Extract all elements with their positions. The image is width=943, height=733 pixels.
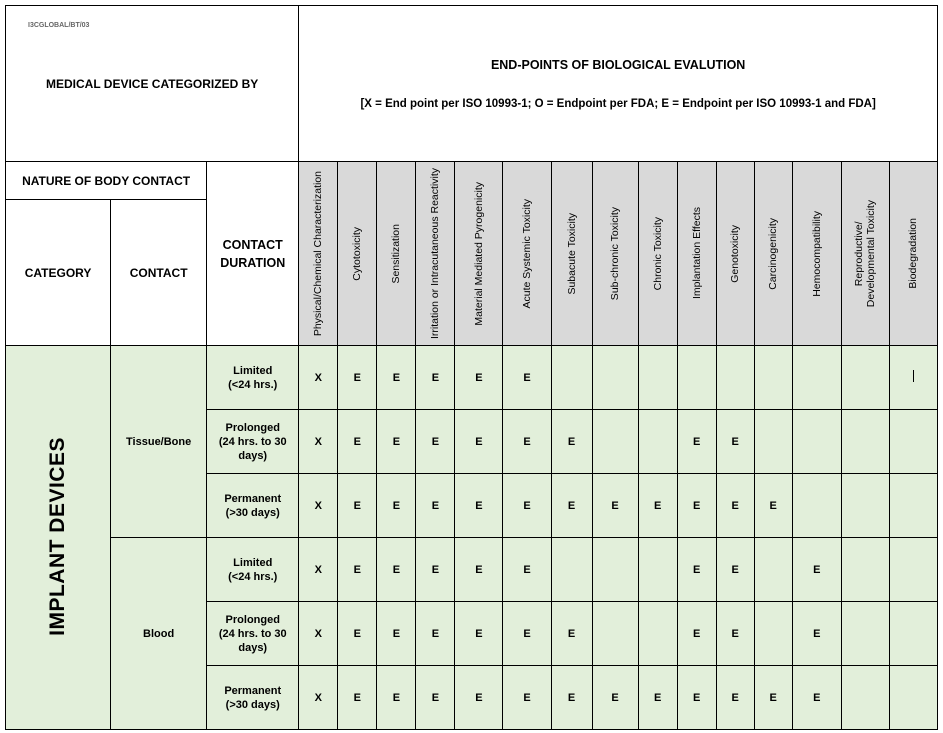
endpoint-cell[interactable] — [592, 410, 638, 474]
endpoint-cell[interactable]: E — [551, 602, 592, 666]
endpoint-cell[interactable]: E — [338, 538, 377, 602]
endpoint-cell[interactable]: E — [338, 410, 377, 474]
endpoint-label: Material Mediated Pyrogenicity — [472, 181, 485, 326]
endpoint-cell[interactable] — [889, 602, 937, 666]
endpoint-cell[interactable]: X — [299, 602, 338, 666]
endpoint-cell[interactable]: E — [677, 538, 716, 602]
endpoint-header — [754, 162, 792, 346]
endpoint-cell[interactable] — [841, 538, 889, 602]
endpoint-cell[interactable]: E — [503, 410, 551, 474]
endpoint-cell[interactable] — [889, 538, 937, 602]
endpoint-cell[interactable] — [754, 346, 792, 410]
endpoint-header — [455, 162, 503, 346]
endpoint-cell[interactable] — [638, 410, 677, 474]
endpoint-header — [638, 162, 677, 346]
endpoint-cell[interactable]: E — [338, 666, 377, 730]
endpoint-header — [792, 162, 841, 346]
endpoint-cell[interactable]: E — [551, 474, 592, 538]
endpoint-header — [592, 162, 638, 346]
endpoint-header — [377, 162, 416, 346]
endpoint-cell[interactable]: E — [677, 410, 716, 474]
endpoint-cell[interactable]: E — [377, 474, 416, 538]
endpoint-cell[interactable]: E — [416, 666, 455, 730]
endpoint-label: Genotoxicity — [729, 224, 742, 283]
category-name: IMPLANT DEVICES — [46, 436, 70, 636]
endpoint-cell[interactable]: E — [792, 666, 841, 730]
biological-evaluation-table — [5, 5, 938, 730]
duration-cell: Limited (<24 hrs.) — [207, 538, 299, 602]
endpoint-cell[interactable]: E — [592, 666, 638, 730]
categorized-by-title: MEDICAL DEVICE CATEGORIZED BY — [46, 76, 259, 91]
duration-cell: Prolonged (24 hrs. to 30 days) — [207, 410, 299, 474]
endpoint-cell[interactable]: E — [592, 474, 638, 538]
endpoint-cell[interactable] — [638, 346, 677, 410]
endpoint-cell[interactable]: E — [677, 602, 716, 666]
endpoint-cell[interactable]: E — [416, 410, 455, 474]
endpoint-cell[interactable] — [754, 538, 792, 602]
endpoint-cell[interactable]: E — [551, 410, 592, 474]
endpoint-cell[interactable]: E — [503, 346, 551, 410]
duration-cell: Prolonged (24 hrs. to 30 days) — [207, 602, 299, 666]
endpoint-cell[interactable] — [792, 410, 841, 474]
endpoint-cell[interactable]: E — [716, 410, 754, 474]
endpoint-cell[interactable]: E — [455, 346, 503, 410]
endpoint-cell[interactable]: E — [416, 346, 455, 410]
endpoint-cell[interactable] — [716, 346, 754, 410]
endpoint-cell[interactable]: X — [299, 538, 338, 602]
endpoint-cell[interactable] — [638, 602, 677, 666]
endpoint-cell[interactable]: E — [754, 474, 792, 538]
endpoint-cell[interactable]: E — [503, 666, 551, 730]
endpoint-cell[interactable] — [551, 538, 592, 602]
endpoint-cell[interactable]: E — [677, 666, 716, 730]
endpoint-cell[interactable] — [792, 346, 841, 410]
endpoint-label: Acute Systemic Toxicity — [520, 198, 533, 309]
endpoints-title: END-POINTS OF BIOLOGICAL EVALUTION — [490, 57, 746, 72]
endpoint-label: Carcinogenicity — [767, 217, 780, 290]
endpoint-cell[interactable]: X — [299, 666, 338, 730]
endpoint-cell[interactable]: E — [338, 602, 377, 666]
endpoint-cell[interactable]: E — [716, 538, 754, 602]
endpoint-cell[interactable] — [841, 410, 889, 474]
endpoint-cell[interactable] — [638, 538, 677, 602]
endpoints-legend: [X = End point per ISO 10993-1; O = Endpoint per FDA; E = Endpoint per ISO 10993-1 and FDA] — [360, 97, 876, 110]
endpoint-cell[interactable]: E — [377, 346, 416, 410]
endpoint-label: Sensitization — [390, 223, 403, 284]
endpoint-cell[interactable]: E — [377, 602, 416, 666]
category-label: CATEGORY — [6, 200, 111, 346]
nature-of-body-contact-label: NATURE OF BODY CONTACT — [6, 162, 207, 200]
contact-label: CONTACT — [111, 200, 207, 346]
endpoint-header — [841, 162, 889, 346]
endpoint-cell[interactable]: E — [416, 602, 455, 666]
endpoint-cell[interactable]: E — [455, 538, 503, 602]
endpoint-header — [416, 162, 455, 346]
endpoints-header — [299, 6, 938, 162]
endpoint-cell[interactable]: E — [338, 474, 377, 538]
categorized-by-header — [6, 6, 299, 162]
endpoint-label: Irritation or Intracutaneous Reactivity — [429, 168, 442, 339]
endpoint-cell[interactable]: E — [792, 602, 841, 666]
endpoint-cell[interactable] — [841, 666, 889, 730]
endpoint-cell[interactable]: E — [455, 474, 503, 538]
endpoint-cell[interactable]: E — [416, 474, 455, 538]
endpoint-cell[interactable] — [592, 538, 638, 602]
endpoint-cell[interactable]: E — [377, 410, 416, 474]
endpoint-cell[interactable] — [889, 474, 937, 538]
endpoint-label: Subacute Toxicity — [565, 212, 578, 295]
endpoint-cell[interactable]: E — [455, 602, 503, 666]
endpoint-cell[interactable] — [592, 346, 638, 410]
endpoint-cell[interactable]: E — [503, 474, 551, 538]
endpoint-cell[interactable]: E — [455, 666, 503, 730]
endpoint-cell[interactable]: E — [551, 666, 592, 730]
endpoint-cell[interactable] — [754, 602, 792, 666]
endpoint-header — [503, 162, 551, 346]
endpoint-label: Implantation Effects — [690, 207, 703, 300]
category-cell — [6, 346, 111, 730]
endpoint-header — [677, 162, 716, 346]
endpoint-cell[interactable] — [754, 410, 792, 474]
endpoint-header — [889, 162, 937, 346]
endpoint-label: Hemocompatibility — [810, 210, 823, 297]
contact-cell: Tissue/Bone — [111, 346, 207, 538]
endpoint-cell[interactable] — [889, 410, 937, 474]
duration-cell: Permanent (>30 days) — [207, 666, 299, 730]
endpoint-cell[interactable]: E — [638, 666, 677, 730]
endpoint-label: Cytotoxicity — [351, 226, 364, 281]
endpoint-cell[interactable] — [841, 474, 889, 538]
endpoint-cell[interactable]: E — [677, 474, 716, 538]
table-row — [6, 346, 938, 410]
document-id: I3CGLOBAL/BT/03 — [28, 22, 90, 29]
endpoint-cell[interactable]: E — [754, 666, 792, 730]
endpoint-header — [299, 162, 338, 346]
endpoint-header — [551, 162, 592, 346]
endpoint-cell[interactable]: E — [455, 410, 503, 474]
contact-duration-label: CONTACT DURATION — [207, 162, 299, 346]
endpoint-cell[interactable] — [551, 346, 592, 410]
endpoint-cell[interactable]: E — [716, 474, 754, 538]
endpoint-label: Chronic Toxicity — [651, 216, 664, 291]
endpoint-cell[interactable]: E — [503, 602, 551, 666]
endpoint-cell[interactable] — [592, 602, 638, 666]
endpoint-cell[interactable]: X — [299, 346, 338, 410]
endpoint-cell[interactable]: E — [416, 538, 455, 602]
endpoint-cell[interactable]: X — [299, 474, 338, 538]
endpoint-cell[interactable]: E — [716, 602, 754, 666]
endpoint-cell[interactable]: E — [338, 346, 377, 410]
endpoint-cell[interactable]: E — [792, 538, 841, 602]
endpoint-label: Biodegradation — [907, 218, 920, 289]
endpoint-header — [716, 162, 754, 346]
duration-cell: Permanent (>30 days) — [207, 474, 299, 538]
endpoint-cell[interactable] — [677, 346, 716, 410]
endpoint-cell[interactable] — [792, 474, 841, 538]
endpoint-cell[interactable]: E — [716, 666, 754, 730]
endpoint-cell[interactable]: E — [377, 666, 416, 730]
endpoint-label: Physical/Chemical Characterization — [312, 170, 325, 337]
text-cursor — [913, 370, 914, 382]
endpoint-cell[interactable] — [841, 346, 889, 410]
endpoint-cell[interactable] — [889, 666, 937, 730]
endpoint-cell[interactable]: E — [638, 474, 677, 538]
endpoint-cell[interactable]: X — [299, 410, 338, 474]
endpoint-label: Reproductive/ Developmental Toxicity — [853, 199, 878, 308]
endpoint-cell[interactable] — [841, 602, 889, 666]
endpoint-header — [338, 162, 377, 346]
endpoint-label: Sub-chronic Toxicity — [609, 206, 622, 301]
duration-cell: Limited (<24 hrs.) — [207, 346, 299, 410]
table-row — [6, 538, 938, 602]
endpoint-cell[interactable]: E — [377, 538, 416, 602]
contact-cell: Blood — [111, 538, 207, 730]
endpoint-cell[interactable]: E — [503, 538, 551, 602]
endpoint-cell[interactable] — [889, 346, 937, 410]
